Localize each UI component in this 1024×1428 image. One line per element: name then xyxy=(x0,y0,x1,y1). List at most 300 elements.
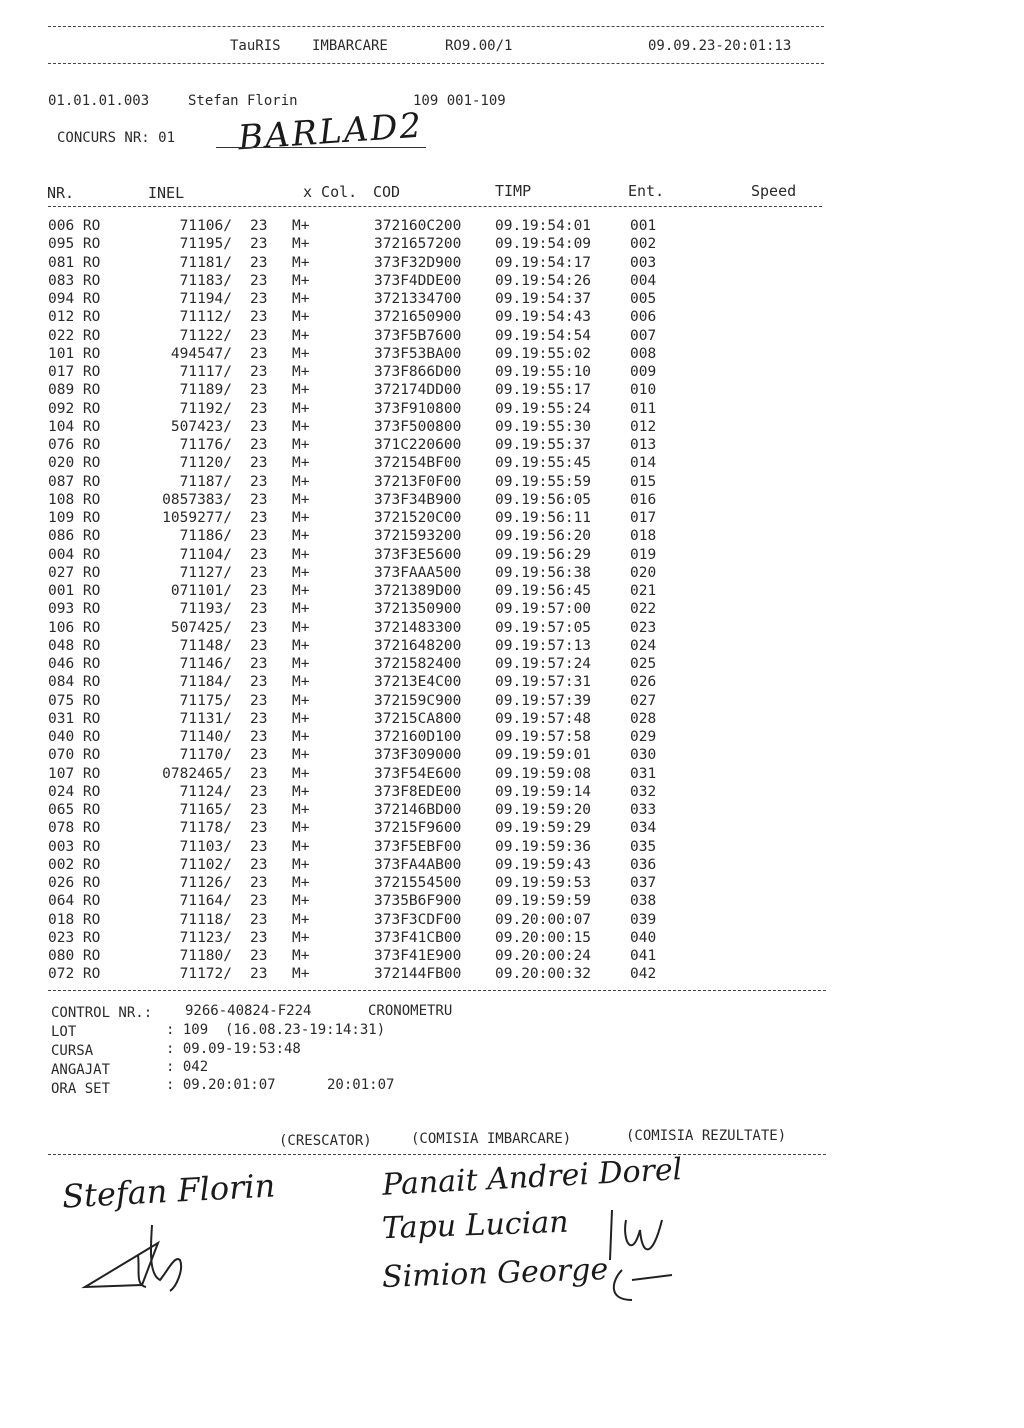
cell-inel: 71102/ xyxy=(179,856,232,873)
cell-timp: 09.19:59:20 xyxy=(495,802,592,818)
cell-inel: 71192/ xyxy=(179,400,232,417)
cell-timp: 09.19:55:02 xyxy=(495,345,592,362)
table-row xyxy=(0,601,1024,619)
caption-comisia-imbarcare: (COMISIA IMBARCARE) xyxy=(411,1131,572,1147)
cell-timp: 09.19:56:05 xyxy=(495,491,592,508)
cell-nr: 089 RO xyxy=(48,382,101,399)
cell-nr: 022 RO xyxy=(48,327,101,344)
cell-col: M+ xyxy=(292,382,310,399)
cell-cod: 3721350900 xyxy=(374,601,462,618)
cell-ent: 020 xyxy=(630,564,657,581)
cell-timp: 09.19:59:53 xyxy=(495,875,592,891)
cell-timp: 09.19:55:24 xyxy=(495,400,592,417)
cell-timp: 09.19:54:01 xyxy=(495,218,592,234)
cell-timp: 09.19:57:05 xyxy=(495,619,592,636)
cell-cod: 373FAAA500 xyxy=(374,564,462,581)
col-header-inel: INEL xyxy=(148,184,185,202)
cell-col: M+ xyxy=(292,309,310,326)
contest-label: CONCURS NR: 01 xyxy=(57,130,176,146)
cell-cod: 373F32D900 xyxy=(374,254,462,271)
cell-timp: 09.19:59:59 xyxy=(495,893,592,910)
cell-nr: 081 RO xyxy=(48,254,101,271)
signature-rule xyxy=(48,1154,826,1155)
cell-cod: 3721593200 xyxy=(374,528,462,545)
cell-nr: 101 RO xyxy=(48,345,101,362)
cell-ent: 019 xyxy=(630,546,657,563)
cell-inel: 507425/ xyxy=(170,619,232,636)
cell-timp: 09.19:54:43 xyxy=(495,309,592,326)
system-version: RO9.00/1 xyxy=(445,38,513,54)
cell-inel: 71172/ xyxy=(179,966,232,983)
cell-col: M+ xyxy=(292,966,310,983)
owner-birds: 109 001-109 xyxy=(413,93,506,109)
cell-nr: 006 RO xyxy=(48,218,101,234)
cell-inel: 0857383/ xyxy=(162,491,232,508)
cell-ent: 004 xyxy=(630,272,657,289)
cell-nr: 087 RO xyxy=(48,473,101,490)
cell-cod: 373F41CB00 xyxy=(374,929,462,946)
cell-inel: 71195/ xyxy=(179,236,232,253)
cell-timp: 09.19:55:30 xyxy=(495,418,592,435)
ora-set-value: : 09.20:01:07 xyxy=(166,1077,276,1093)
cell-inel: 071101/ xyxy=(170,583,232,599)
cell-cod: 3721650900 xyxy=(374,309,462,326)
cell-cod: 372159C900 xyxy=(374,692,462,709)
control-value: 9266-40824-F224 xyxy=(185,1003,312,1019)
cell-nr: 064 RO xyxy=(48,893,101,910)
cell-timp: 09.19:59:08 xyxy=(495,765,592,782)
cell-nr: 093 RO xyxy=(48,601,101,618)
cell-nr: 078 RO xyxy=(48,820,101,837)
cell-ent: 014 xyxy=(630,455,657,472)
cell-cod: 373F910800 xyxy=(374,400,462,417)
cell-year: 23 xyxy=(250,236,268,253)
cell-inel: 71181/ xyxy=(179,254,232,271)
cell-inel: 71106/ xyxy=(179,218,232,234)
cell-col: M+ xyxy=(292,510,310,526)
table-row xyxy=(0,492,1024,510)
cell-year: 23 xyxy=(250,893,268,910)
cell-col: M+ xyxy=(292,674,310,691)
table-row xyxy=(0,273,1024,291)
cell-inel: 71164/ xyxy=(179,893,232,910)
cell-col: M+ xyxy=(292,929,310,946)
cell-ent: 013 xyxy=(630,437,657,453)
col-header-nr: NR. xyxy=(47,184,75,202)
cell-ent: 022 xyxy=(630,601,657,618)
cell-inel: 71165/ xyxy=(179,802,232,818)
table-row xyxy=(0,711,1024,729)
cell-timp: 09.19:55:45 xyxy=(495,455,592,472)
cell-nr: 095 RO xyxy=(48,236,101,253)
cell-timp: 09.19:54:54 xyxy=(495,327,592,344)
cell-cod: 373F3E5600 xyxy=(374,546,462,563)
cell-ent: 002 xyxy=(630,236,657,253)
cell-col: M+ xyxy=(292,875,310,891)
cell-cod: 373F309000 xyxy=(374,747,462,764)
cell-col: M+ xyxy=(292,692,310,709)
cell-inel: 71103/ xyxy=(179,838,232,855)
cell-cod: 372174DD00 xyxy=(374,382,462,399)
cell-ent: 016 xyxy=(630,491,657,508)
cell-col: M+ xyxy=(292,601,310,618)
cell-cod: 373F34B900 xyxy=(374,491,462,508)
cell-col: M+ xyxy=(292,583,310,599)
cursa-value: : 09.09-19:53:48 xyxy=(166,1041,301,1057)
table-row xyxy=(0,930,1024,948)
handwritten-name-commission-1: Panait Andrei Dorel xyxy=(381,1152,684,1203)
header-datetime: 09.09.23-20:01:13 xyxy=(648,38,792,54)
cell-nr: 001 RO xyxy=(48,583,101,599)
col-header-timp: TIMP xyxy=(495,182,532,200)
cell-year: 23 xyxy=(250,528,268,545)
cell-col: M+ xyxy=(292,400,310,417)
cell-nr: 076 RO xyxy=(48,437,101,453)
cell-cod: 372154BF00 xyxy=(374,455,462,472)
cell-inel: 71170/ xyxy=(179,747,232,764)
cell-inel: 71131/ xyxy=(179,710,232,727)
cell-cod: 37213F0F00 xyxy=(374,473,462,490)
cell-ent: 026 xyxy=(630,674,657,691)
cell-year: 23 xyxy=(250,729,268,745)
cell-ent: 024 xyxy=(630,637,657,654)
cell-nr: 072 RO xyxy=(48,966,101,983)
cell-timp: 09.19:54:26 xyxy=(495,272,592,289)
cell-year: 23 xyxy=(250,838,268,855)
cell-ent: 023 xyxy=(630,619,657,636)
cell-timp: 09.19:55:59 xyxy=(495,473,592,490)
ora-set-label: ORA SET xyxy=(51,1081,111,1097)
table-row xyxy=(0,656,1024,674)
cell-cod: 3721334700 xyxy=(374,291,462,307)
cell-inel: 71146/ xyxy=(179,656,232,672)
cell-cod: 373F41E900 xyxy=(374,948,462,964)
cell-cod: 37215F9600 xyxy=(374,820,462,837)
cell-inel: 71176/ xyxy=(179,437,232,453)
cell-year: 23 xyxy=(250,747,268,764)
cell-nr: 108 RO xyxy=(48,491,101,508)
table-row xyxy=(0,948,1024,966)
cell-year: 23 xyxy=(250,929,268,946)
angajat-value: : 042 xyxy=(166,1059,209,1075)
col-header-xcol: x Col. xyxy=(303,183,358,201)
angajat-label: ANGAJAT xyxy=(51,1062,111,1078)
cell-ent: 027 xyxy=(630,692,657,709)
table-row xyxy=(0,784,1024,802)
cell-col: M+ xyxy=(292,564,310,581)
cell-timp: 09.19:57:31 xyxy=(495,674,592,691)
cell-nr: 026 RO xyxy=(48,875,101,891)
cell-year: 23 xyxy=(250,327,268,344)
cell-ent: 025 xyxy=(630,656,657,672)
cell-ent: 039 xyxy=(630,911,657,928)
cell-year: 23 xyxy=(250,583,268,599)
table-row xyxy=(0,364,1024,382)
cell-timp: 09.19:54:09 xyxy=(495,236,592,253)
cell-inel: 71124/ xyxy=(179,783,232,800)
table-row xyxy=(0,857,1024,875)
cell-nr: 024 RO xyxy=(48,783,101,800)
cell-col: M+ xyxy=(292,893,310,910)
cell-timp: 09.19:56:38 xyxy=(495,564,592,581)
cell-inel: 71117/ xyxy=(179,364,232,380)
cell-cod: 3721582400 xyxy=(374,656,462,672)
cell-timp: 09.19:59:36 xyxy=(495,838,592,855)
cell-timp: 09.19:59:01 xyxy=(495,747,592,764)
table-row xyxy=(0,747,1024,765)
cell-nr: 065 RO xyxy=(48,802,101,818)
cell-year: 23 xyxy=(250,601,268,618)
cell-inel: 71193/ xyxy=(179,601,232,618)
cell-cod: 373F54E600 xyxy=(374,765,462,782)
table-row xyxy=(0,437,1024,455)
cell-ent: 005 xyxy=(630,291,657,307)
cell-year: 23 xyxy=(250,345,268,362)
cell-cod: 3721520C00 xyxy=(374,510,462,526)
owner-name: Stefan Florin xyxy=(188,93,298,109)
table-row xyxy=(0,893,1024,911)
cell-year: 23 xyxy=(250,218,268,234)
table-row xyxy=(0,693,1024,711)
cell-nr: 048 RO xyxy=(48,637,101,654)
cell-cod: 372160C200 xyxy=(374,218,462,234)
cell-cod: 373F866D00 xyxy=(374,364,462,380)
cell-year: 23 xyxy=(250,272,268,289)
cell-timp: 09.19:57:58 xyxy=(495,729,592,745)
cell-year: 23 xyxy=(250,911,268,928)
control-label: CONTROL NR.: xyxy=(51,1005,153,1021)
cell-timp: 09.19:54:17 xyxy=(495,254,592,271)
table-row xyxy=(0,236,1024,254)
cell-nr: 107 RO xyxy=(48,765,101,782)
cell-ent: 017 xyxy=(630,510,657,526)
cell-col: M+ xyxy=(292,637,310,654)
cell-timp: 09.19:57:48 xyxy=(495,710,592,727)
cell-ent: 010 xyxy=(630,382,657,399)
cell-timp: 09.20:00:24 xyxy=(495,948,592,964)
cell-cod: 3721483300 xyxy=(374,619,462,636)
cell-inel: 71189/ xyxy=(179,382,232,399)
cell-timp: 09.19:57:24 xyxy=(495,656,592,672)
cell-inel: 71126/ xyxy=(179,875,232,891)
table-row xyxy=(0,455,1024,473)
cell-col: M+ xyxy=(292,765,310,782)
table-row xyxy=(0,346,1024,364)
caption-comisia-rezultate: (COMISIA REZULTATE) xyxy=(626,1128,787,1144)
cell-ent: 028 xyxy=(630,710,657,727)
cell-ent: 042 xyxy=(630,966,657,983)
cell-nr: 109 RO xyxy=(48,510,101,526)
cell-year: 23 xyxy=(250,455,268,472)
signature-scribble-commission xyxy=(592,1200,682,1310)
cell-timp: 09.19:57:39 xyxy=(495,692,592,709)
table-row xyxy=(0,218,1024,236)
signature-scribble-owner xyxy=(80,1215,210,1295)
header-bottom-rule xyxy=(48,63,824,64)
cell-inel: 71183/ xyxy=(179,272,232,289)
cell-col: M+ xyxy=(292,272,310,289)
cell-inel: 1059277/ xyxy=(162,510,232,526)
cell-inel: 0782465/ xyxy=(162,765,232,782)
cell-cod: 373F53BA00 xyxy=(374,345,462,362)
cell-col: M+ xyxy=(292,729,310,745)
cell-inel: 71112/ xyxy=(179,309,232,326)
cell-year: 23 xyxy=(250,802,268,818)
cell-timp: 09.19:56:11 xyxy=(495,510,592,526)
cell-nr: 027 RO xyxy=(48,564,101,581)
table-row xyxy=(0,328,1024,346)
cell-timp: 09.19:55:17 xyxy=(495,382,592,399)
cell-timp: 09.20:00:15 xyxy=(495,929,592,946)
cell-year: 23 xyxy=(250,856,268,873)
cell-ent: 018 xyxy=(630,528,657,545)
cell-ent: 015 xyxy=(630,473,657,490)
cell-col: M+ xyxy=(292,528,310,545)
handwritten-name-owner: Stefan Florin xyxy=(61,1166,277,1216)
caption-crescator: (CRESCATOR) xyxy=(279,1133,372,1149)
col-header-ent: Ent. xyxy=(628,182,665,200)
table-row xyxy=(0,547,1024,565)
cell-ent: 007 xyxy=(630,327,657,344)
cell-timp: 09.19:56:20 xyxy=(495,528,592,545)
cell-ent: 038 xyxy=(630,893,657,910)
cell-col: M+ xyxy=(292,473,310,490)
contest-handwritten-name: BARLAD2 xyxy=(236,105,425,159)
cell-year: 23 xyxy=(250,418,268,435)
cell-col: M+ xyxy=(292,491,310,508)
system-name: TauRIS xyxy=(230,38,281,54)
cell-inel: 71122/ xyxy=(179,327,232,344)
cell-inel: 71140/ xyxy=(179,729,232,745)
cell-year: 23 xyxy=(250,437,268,453)
cell-col: M+ xyxy=(292,838,310,855)
cell-ent: 035 xyxy=(630,838,657,855)
cell-col: M+ xyxy=(292,856,310,873)
cell-cod: 371C220600 xyxy=(374,437,462,453)
cell-inel: 71175/ xyxy=(179,692,232,709)
cell-ent: 030 xyxy=(630,747,657,764)
cell-ent: 011 xyxy=(630,400,657,417)
table-row xyxy=(0,620,1024,638)
cell-year: 23 xyxy=(250,364,268,380)
cell-cod: 37215CA800 xyxy=(374,710,462,727)
cell-nr: 018 RO xyxy=(48,911,101,928)
cell-inel: 71180/ xyxy=(179,948,232,964)
cell-nr: 017 RO xyxy=(48,364,101,380)
cell-nr: 002 RO xyxy=(48,856,101,873)
handwritten-name-commission-2: Tapu Lucian xyxy=(381,1204,570,1247)
table-row xyxy=(0,820,1024,838)
col-header-cod: COD xyxy=(373,183,401,201)
cell-cod: 373F3CDF00 xyxy=(374,911,462,928)
table-row xyxy=(0,565,1024,583)
table-row xyxy=(0,401,1024,419)
cell-year: 23 xyxy=(250,692,268,709)
cell-col: M+ xyxy=(292,236,310,253)
cell-inel: 494547/ xyxy=(170,345,232,362)
cell-col: M+ xyxy=(292,802,310,818)
table-row xyxy=(0,912,1024,930)
cell-inel: 71118/ xyxy=(179,911,232,928)
cell-inel: 71123/ xyxy=(179,929,232,946)
cell-year: 23 xyxy=(250,783,268,800)
cell-ent: 037 xyxy=(630,875,657,891)
table-row xyxy=(0,875,1024,893)
cell-cod: 373F4DDE00 xyxy=(374,272,462,289)
cell-timp: 09.19:59:43 xyxy=(495,856,592,873)
cell-nr: 106 RO xyxy=(48,619,101,636)
cell-year: 23 xyxy=(250,948,268,964)
cell-year: 23 xyxy=(250,674,268,691)
cell-col: M+ xyxy=(292,437,310,453)
cell-year: 23 xyxy=(250,710,268,727)
cell-col: M+ xyxy=(292,455,310,472)
cell-timp: 09.19:55:10 xyxy=(495,364,592,380)
cell-ent: 008 xyxy=(630,345,657,362)
cell-year: 23 xyxy=(250,765,268,782)
cell-year: 23 xyxy=(250,966,268,983)
cell-year: 23 xyxy=(250,820,268,837)
cell-cod: 3735B6F900 xyxy=(374,893,462,910)
lot-label: LOT xyxy=(51,1024,77,1040)
cell-cod: 373F5B7600 xyxy=(374,327,462,344)
cell-year: 23 xyxy=(250,473,268,490)
cell-ent: 033 xyxy=(630,802,657,818)
table-row xyxy=(0,291,1024,309)
cell-year: 23 xyxy=(250,291,268,307)
cell-col: M+ xyxy=(292,364,310,380)
cell-ent: 009 xyxy=(630,364,657,380)
cell-timp: 09.20:00:32 xyxy=(495,966,592,983)
cell-inel: 507423/ xyxy=(170,418,232,435)
cell-cod: 372144FB00 xyxy=(374,966,462,983)
cell-nr: 104 RO xyxy=(48,418,101,435)
cell-inel: 71186/ xyxy=(179,528,232,545)
cell-inel: 71194/ xyxy=(179,291,232,307)
cell-year: 23 xyxy=(250,254,268,271)
cell-col: M+ xyxy=(292,911,310,928)
cell-nr: 094 RO xyxy=(48,291,101,307)
table-row xyxy=(0,419,1024,437)
cell-ent: 041 xyxy=(630,948,657,964)
table-bottom-rule xyxy=(48,990,826,991)
cell-col: M+ xyxy=(292,710,310,727)
table-header-rule xyxy=(48,206,822,207)
cell-year: 23 xyxy=(250,564,268,581)
cell-ent: 003 xyxy=(630,254,657,271)
cell-nr: 086 RO xyxy=(48,528,101,545)
cell-timp: 09.19:59:29 xyxy=(495,820,592,837)
system-mode: IMBARCARE xyxy=(312,38,388,54)
contest-name-underline xyxy=(216,147,426,148)
cell-nr: 070 RO xyxy=(48,747,101,764)
cell-year: 23 xyxy=(250,637,268,654)
cell-inel: 71178/ xyxy=(179,820,232,837)
cell-col: M+ xyxy=(292,783,310,800)
handwritten-name-commission-3: Simion George xyxy=(381,1252,609,1295)
cell-timp: 09.19:59:14 xyxy=(495,783,592,800)
cell-nr: 012 RO xyxy=(48,309,101,326)
cell-col: M+ xyxy=(292,546,310,563)
cell-col: M+ xyxy=(292,948,310,964)
cell-ent: 031 xyxy=(630,765,657,782)
cell-col: M+ xyxy=(292,345,310,362)
cell-cod: 3721389D00 xyxy=(374,583,462,599)
cell-nr: 046 RO xyxy=(48,656,101,672)
table-row xyxy=(0,255,1024,273)
cell-cod: 3721648200 xyxy=(374,637,462,654)
cell-nr: 040 RO xyxy=(48,729,101,745)
